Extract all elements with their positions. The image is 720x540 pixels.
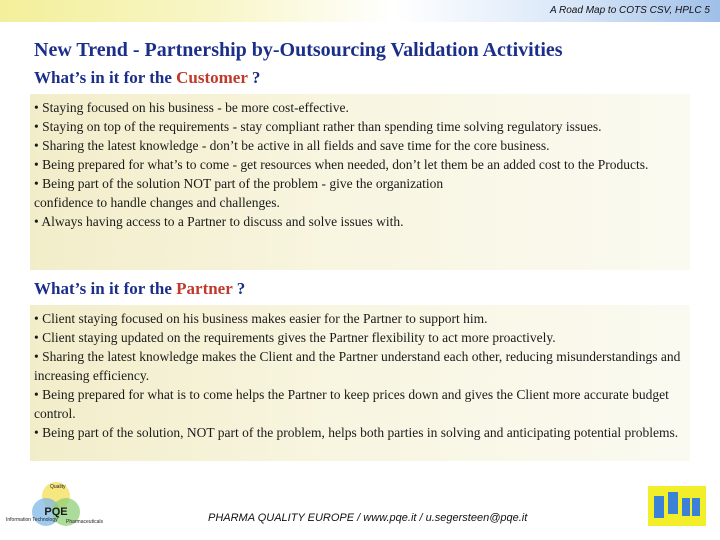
- bullet-item: • Always having access to a Partner to discuss and solve issues with.: [34, 214, 404, 229]
- customer-benefits-box: [30, 94, 690, 270]
- footer-text: PHARMA QUALITY EUROPE / www.pqe.it / u.segersteen@pqe.it: [208, 512, 528, 524]
- partner-benefits-box: [30, 305, 690, 461]
- heading-highlight: Customer: [176, 68, 248, 87]
- logo-center-label: PQE: [44, 506, 68, 518]
- logo-right-label: Pharmaceuticals: [66, 519, 103, 525]
- heading-prefix: What’s in it for the: [34, 279, 177, 298]
- heading-prefix: What’s in it for the: [34, 68, 177, 87]
- section-heading-customer: [34, 68, 260, 88]
- bullet-item: • Being prepared for what’s to come - get resources when needed, don’t let them be an added cost to the Products.: [34, 157, 649, 172]
- bullet-item: • Sharing the latest knowledge - don’t be active in all fields and save time for the core business.: [34, 138, 550, 153]
- bullet-item: • Staying on top of the requirements - stay compliant rather than spending time solving regulatory issues.: [34, 119, 602, 134]
- header-text: A Road Map to COTS CSV, HPLC 5: [549, 5, 710, 16]
- pqe-logo: [4, 474, 114, 538]
- bullet-item: • Being part of the solution, NOT part of the problem, helps both parties in solving and anticipating potential problems.: [34, 425, 679, 440]
- heading-suffix: ?: [232, 279, 246, 298]
- logo-left-label: Information Technology: [6, 517, 58, 523]
- section-heading-partner: [34, 279, 245, 299]
- bullet-item: • Client staying focused on his business makes easier for the Partner to support him.: [34, 311, 488, 326]
- brand-logo-icon: [648, 486, 706, 526]
- bullet-item: • Client staying updated on the requirements gives the Partner flexibility to act more proactively.: [34, 330, 556, 345]
- bullet-item: • Staying focused on his business - be more cost-effective.: [34, 100, 349, 115]
- heading-suffix: ?: [247, 68, 261, 87]
- bullet-item: • Sharing the latest knowledge makes the Client and the Partner understand each other, reducing misunderstandings and increasing efficiency.: [34, 349, 681, 383]
- bullet-item: • Being part of the solution NOT part of the problem - give the organization confidence to handle changes and challenges.: [34, 176, 444, 210]
- page-title: New Trend - Partnership by-Outsourcing Validation Activities: [34, 39, 563, 61]
- bullet-item: • Being prepared for what is to come helps the Partner to keep prices down and gives the Client more accurate budget control.: [34, 387, 669, 421]
- heading-highlight: Partner: [176, 279, 233, 298]
- logo-top-label: Quality: [50, 484, 66, 490]
